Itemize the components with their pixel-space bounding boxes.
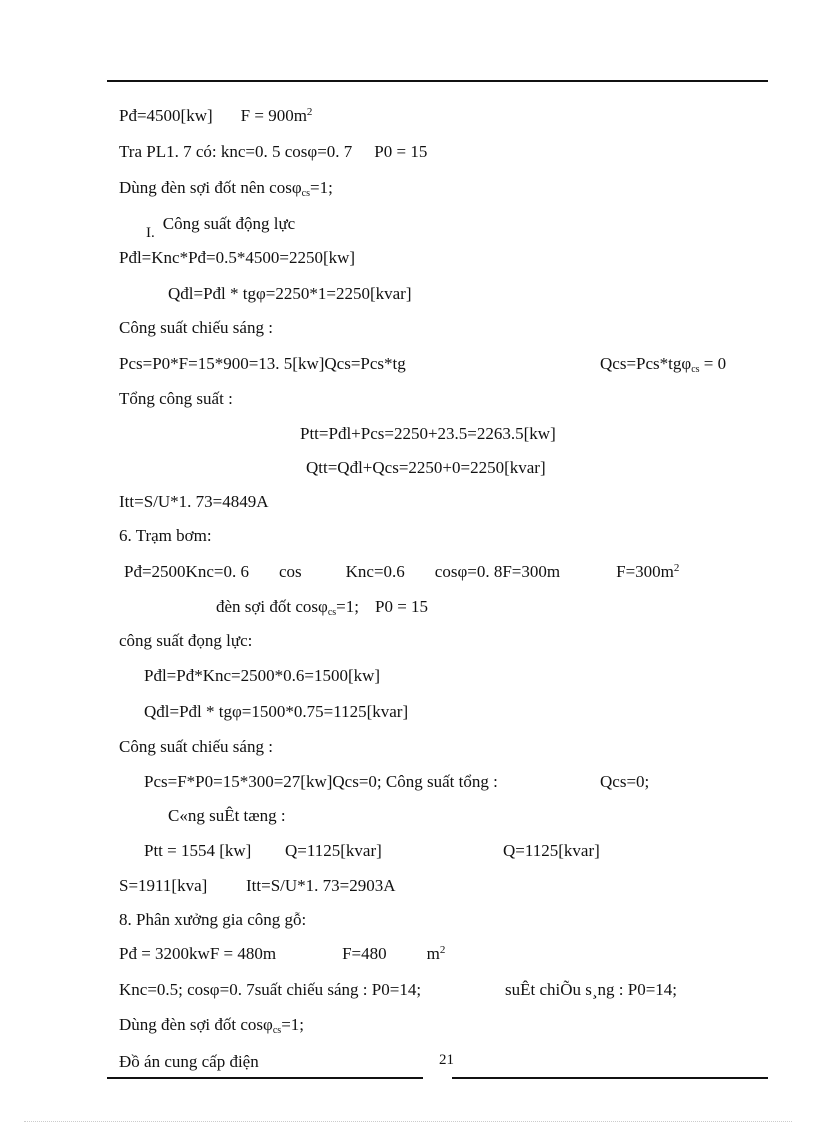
- page-number: 21: [439, 1052, 454, 1068]
- footer-rule-right: [452, 1077, 768, 1079]
- header-rule: [107, 80, 768, 82]
- section-heading: 8. Phân xưởng gia công gỗ:: [119, 910, 307, 929]
- footer-title: Đồ án cung cấp điện: [119, 1052, 259, 1071]
- text-line: S=1911[kva]: [119, 876, 208, 895]
- text-line: Qđl=Pđl * tgφ=2250*1=2250[kvar]: [168, 284, 412, 303]
- text-line: Q=1125[kvar]: [285, 841, 382, 860]
- text-line: Itt=S/U*1. 73=4849A: [119, 492, 269, 511]
- text-line: Công suất chiếu sáng :: [119, 737, 273, 756]
- text-line: C«ng suÊt tæng :: [168, 806, 286, 825]
- text-line: Dùng đèn sợi đốt cosφ$_{cs}$=1;: [119, 1015, 305, 1036]
- text-line: Tổng công suất :: [119, 389, 233, 408]
- text-line: suÊt chiÕu s¸ng : P0=14;: [505, 980, 678, 999]
- text-line: Pcs=P0*F=15*900=13. 5[kw]Qcs=Pcs*tg: [119, 354, 406, 373]
- text-line: công suất đọng lực:: [119, 631, 253, 650]
- text-line: Ptt=Pđl+Pcs=2250+23.5=2263.5[kw]: [300, 424, 556, 443]
- text-line: Pđ=4500[kw] $F = 900m^2$: [119, 106, 313, 125]
- text-line: Pđ=2500Knc=0. 6 cos Knc=0.6 cosφ=0. 8F=300m $F=300m^2$: [124, 562, 680, 581]
- text-line: Dùng đèn sợi đốt nên cosφ$_{cs}$=1;: [119, 178, 333, 199]
- text-line: Pcs=F*P0=15*300=27[kw]Qcs=0; Công suất tổng :: [144, 772, 498, 791]
- section-heading: 6. Trạm bơm:: [119, 526, 212, 545]
- text-line: Qcs=0;: [600, 772, 650, 791]
- text-line: Qđl=Pđl * tgφ=1500*0.75=1125[kvar]: [144, 702, 409, 721]
- text-line: Tra PL1. 7 có: knc=0. 5 cosφ=0. 7 P0 = 15: [119, 142, 428, 161]
- text-line: Ptt = 1554 [kw]: [144, 841, 252, 860]
- text-line: Qcs=Pcs*tgφ$_{cs}$ = 0: [600, 354, 727, 375]
- text-line: Pđ = 3200kwF = 480m F=480 $m^2$: [119, 944, 446, 963]
- text-line: Qtt=Qđl+Qcs=2250+0=2250[kvar]: [306, 458, 546, 477]
- text-line: Công suất chiếu sáng :: [119, 318, 273, 337]
- text-line: Pđl=Pđ*Knc=2500*0.6=1500[kw]: [144, 666, 381, 685]
- text-line: đèn sợi đốt cosφ$_{cs}$=1; P0 = 15: [216, 597, 429, 618]
- page-edge-divider: [24, 1121, 792, 1122]
- text-line: Knc=0.5; cosφ=0. 7suất chiếu sáng : P0=14;: [119, 980, 422, 999]
- footer-rule-left: [107, 1077, 423, 1079]
- text-line: Pđl=Knc*Pđ=0.5*4500=2250[kw]: [119, 248, 356, 267]
- text-line: Q=1125[kvar]: [503, 841, 600, 860]
- text-line: Itt=S/U*1. 73=2903A: [246, 876, 396, 895]
- section-heading: I. Công suất động lực: [146, 214, 296, 241]
